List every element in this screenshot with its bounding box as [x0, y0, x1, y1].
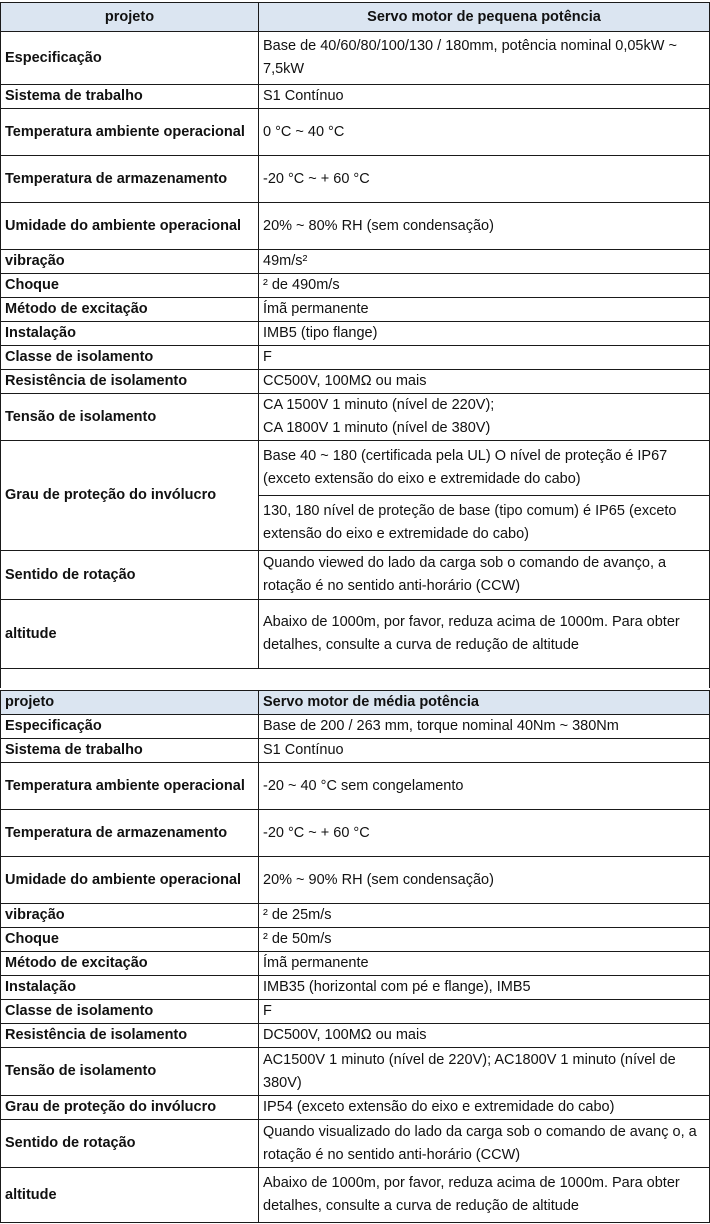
- table-row: [1, 370, 710, 394]
- table-header-row: [1, 3, 710, 32]
- row-label: Grau de proteção do invólucro: [1, 441, 259, 551]
- table-row: [1, 810, 710, 857]
- table-row: [1, 156, 710, 203]
- row-label: altitude: [1, 600, 259, 669]
- row-label: Sentido de rotação: [1, 551, 259, 600]
- row-label: vibração: [1, 904, 259, 928]
- row-label: Tensão de isolamento: [1, 394, 259, 441]
- row-label: Grau de proteção do invólucro: [1, 1096, 259, 1120]
- table-row: [1, 109, 710, 156]
- row-value: Abaixo de 1000m, por favor, reduza acima de 1000m. Para obter detalhes, consulte a curva de redução de altitude: [259, 1168, 710, 1223]
- row-value: Ímã permanente: [259, 298, 710, 322]
- header-label: projeto: [1, 691, 259, 715]
- row-label: Umidade do ambiente operacional: [1, 203, 259, 250]
- row-value: CC500V, 100MΩ ou mais: [259, 370, 710, 394]
- row-value: IMB35 (horizontal com pé e flange), IMB5: [259, 976, 710, 1000]
- row-label: Temperatura ambiente operacional: [1, 763, 259, 810]
- header-label: projeto: [1, 3, 259, 32]
- row-label: Classe de isolamento: [1, 1000, 259, 1024]
- table-row: [1, 203, 710, 250]
- row-label: Instalação: [1, 976, 259, 1000]
- table-row: [1, 1168, 710, 1223]
- table-row: [1, 1000, 710, 1024]
- row-label: Sistema de trabalho: [1, 85, 259, 109]
- row-label: Choque: [1, 274, 259, 298]
- table-row: [1, 274, 710, 298]
- row-value: Ímã permanente: [259, 952, 710, 976]
- row-value: S1 Contínuo: [259, 739, 710, 763]
- row-value: 0 °C ~ 40 °C: [259, 109, 710, 156]
- row-label: Sistema de trabalho: [1, 739, 259, 763]
- table-spacer: [0, 667, 710, 688]
- table-row: [1, 928, 710, 952]
- table-row: [1, 394, 710, 441]
- row-value: Base de 40/60/80/100/130 / 180mm, potência nominal 0,05kW ~ 7,5kW: [259, 32, 710, 85]
- row-value: S1 Contínuo: [259, 85, 710, 109]
- row-value: IMB5 (tipo flange): [259, 322, 710, 346]
- table-row: [1, 1048, 710, 1096]
- row-value: F: [259, 1000, 710, 1024]
- row-value: Base 40 ~ 180 (certificada pela UL) O nível de proteção é IP67 (exceto extensão do eixo e extremidade do cabo): [259, 441, 710, 496]
- row-value: 20% ~ 90% RH (sem condensação): [259, 857, 710, 904]
- row-value: IP54 (exceto extensão do eixo e extremidade do cabo): [259, 1096, 710, 1120]
- table-row: [1, 441, 710, 496]
- row-value: 130, 180 nível de proteção de base (tipo comum) é IP65 (exceto extensão do eixo e extremidade do cabo): [259, 496, 710, 551]
- row-value: AC1500V 1 minuto (nível de 220V); AC1800V 1 minuto (nível de 380V): [259, 1048, 710, 1096]
- table-row: [1, 857, 710, 904]
- row-value: ² de 490m/s: [259, 274, 710, 298]
- spec-table-medium-power: [0, 690, 710, 1223]
- row-label: Classe de isolamento: [1, 346, 259, 370]
- row-value: -20 °C ~ + 60 °C: [259, 156, 710, 203]
- table-row: [1, 250, 710, 274]
- table-row: [1, 551, 710, 600]
- table-row: [1, 1120, 710, 1168]
- table-row: [1, 952, 710, 976]
- row-value: CA 1500V 1 minuto (nível de 220V); CA 1800V 1 minuto (nível de 380V): [259, 394, 710, 441]
- table-row: [1, 298, 710, 322]
- row-label: Resistência de isolamento: [1, 1024, 259, 1048]
- row-value: Base de 200 / 263 mm, torque nominal 40Nm ~ 380Nm: [259, 715, 710, 739]
- row-label: Umidade do ambiente operacional: [1, 857, 259, 904]
- table-row: [1, 600, 710, 669]
- row-value: Quando visualizado do lado da carga sob o comando de avanç o, a rotação é no sentido anti-horário (CCW): [259, 1120, 710, 1168]
- row-value: -20 °C ~ + 60 °C: [259, 810, 710, 857]
- row-label: Temperatura de armazenamento: [1, 810, 259, 857]
- table-row: [1, 85, 710, 109]
- table-row: [1, 1024, 710, 1048]
- header-value: Servo motor de média potência: [259, 691, 710, 715]
- row-label: Especificação: [1, 32, 259, 85]
- table-row: [1, 32, 710, 85]
- row-label: Temperatura de armazenamento: [1, 156, 259, 203]
- header-value: Servo motor de pequena potência: [259, 3, 710, 32]
- row-value: ² de 25m/s: [259, 904, 710, 928]
- row-label: Choque: [1, 928, 259, 952]
- table-row: [1, 976, 710, 1000]
- row-value: Abaixo de 1000m, por favor, reduza acima de 1000m. Para obter detalhes, consulte a curva de redução de altitude: [259, 600, 710, 669]
- table-row: [1, 715, 710, 739]
- row-label: Temperatura ambiente operacional: [1, 109, 259, 156]
- row-label: Sentido de rotação: [1, 1120, 259, 1168]
- table-row: [1, 346, 710, 370]
- row-label: vibração: [1, 250, 259, 274]
- row-label: Tensão de isolamento: [1, 1048, 259, 1096]
- row-value: DC500V, 100MΩ ou mais: [259, 1024, 710, 1048]
- table-header-row: [1, 691, 710, 715]
- row-value: F: [259, 346, 710, 370]
- row-label: Especificação: [1, 715, 259, 739]
- table-row: [1, 1096, 710, 1120]
- table-row: [1, 739, 710, 763]
- row-label: Resistência de isolamento: [1, 370, 259, 394]
- row-value: 49m/s²: [259, 250, 710, 274]
- row-label: altitude: [1, 1168, 259, 1223]
- row-value: -20 ~ 40 °C sem congelamento: [259, 763, 710, 810]
- spec-table-small-power: [0, 2, 710, 669]
- row-label: Instalação: [1, 322, 259, 346]
- row-label: Método de excitação: [1, 952, 259, 976]
- row-value: 20% ~ 80% RH (sem condensação): [259, 203, 710, 250]
- row-value: Quando viewed do lado da carga sob o comando de avanço, a rotação é no sentido anti-horário (CCW): [259, 551, 710, 600]
- row-value: ² de 50m/s: [259, 928, 710, 952]
- table-row: [1, 322, 710, 346]
- table-row: [1, 904, 710, 928]
- table-row: [1, 763, 710, 810]
- row-label: Método de excitação: [1, 298, 259, 322]
